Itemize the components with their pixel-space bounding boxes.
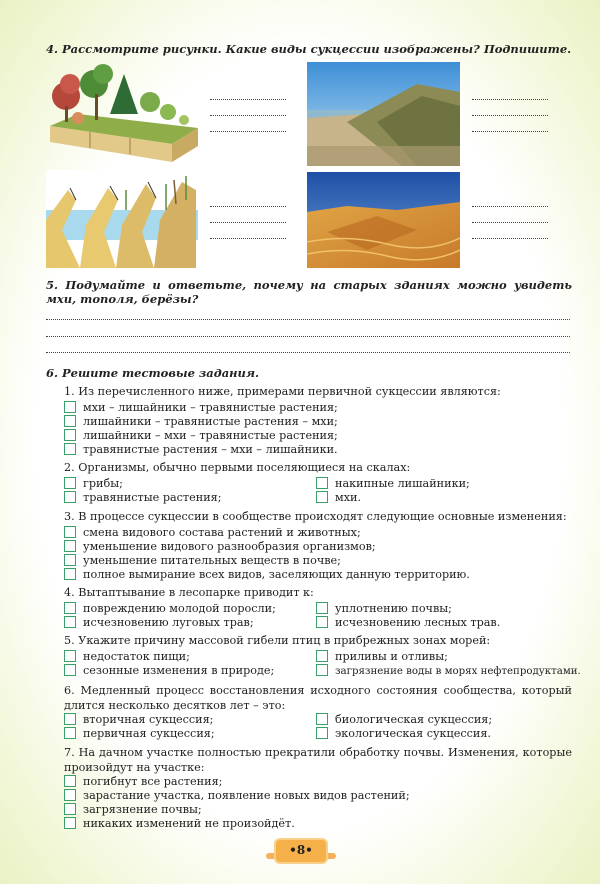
checkbox[interactable] [64,803,76,815]
test-3-option-1[interactable]: смена видового состава растений и животных; [64,526,361,539]
checkbox[interactable] [64,713,76,725]
checkbox[interactable] [316,491,328,503]
test-2-option-2[interactable]: накипные лишайники; [316,477,470,490]
checkbox[interactable] [64,401,76,413]
checkbox[interactable] [64,775,76,787]
test-6-option-3[interactable]: первичная сукцессия; [64,727,215,740]
test-5-stem: 5. Укажите причину массовой гибели птиц в прибрежных зонах морей: [64,634,491,647]
test-6-option-1[interactable]: вторичная сукцессия; [64,713,213,726]
test-2-option-3[interactable]: травянистые растения; [64,491,221,504]
lake-succession-picture [46,170,198,268]
answer-line[interactable] [210,238,286,239]
test-5-option-4[interactable]: загрязнение воды в морях нефтепродуктами. [316,664,581,678]
checkbox[interactable] [64,429,76,441]
answer-line[interactable] [210,206,286,207]
checkbox[interactable] [64,491,76,503]
test-4-option-3[interactable]: исчезновению луговых трав; [64,616,254,629]
answer-line[interactable] [472,238,548,239]
test-4-option-2[interactable]: уплотнению почвы; [316,602,452,615]
desert-dunes-picture [307,172,460,268]
test-4-option-1[interactable]: повреждению молодой поросли; [64,602,276,615]
test-7-option-1[interactable]: погибнут все растения; [64,775,222,788]
answer-line[interactable] [46,336,570,337]
checkbox[interactable] [64,477,76,489]
checkbox[interactable] [64,650,76,662]
page-number: •8• [289,843,313,857]
test-5-option-3[interactable]: сезонные изменения в природе; [64,664,274,677]
checkbox[interactable] [64,789,76,801]
test-1-option-4[interactable]: травянистые растения – мхи – лишайники. [64,443,338,456]
question-4-heading [46,42,571,56]
answer-line[interactable] [472,222,548,223]
test-1-option-3[interactable]: лишайники – мхи – травянистые растения; [64,429,338,442]
test-1-option-2[interactable]: лишайники – травянистые растения – мхи; [64,415,338,428]
answer-line[interactable] [472,99,548,100]
test-4-stem: 4. Вытаптывание в лесопарке приводит к: [64,586,314,599]
checkbox[interactable] [64,664,76,676]
question-5-heading [46,278,572,306]
checkbox[interactable] [64,540,76,552]
checkbox[interactable] [316,727,328,739]
test-3-stem: 3. В процессе сукцессии в сообществе происходят следующие основные изменения: [64,510,567,523]
test-7-stem: 7. На дачном участке полностью прекратили обработку почвы. Изменения, которые произойдут на участке: [64,746,572,774]
checkbox[interactable] [316,616,328,628]
test-7-option-3[interactable]: загрязнение почвы; [64,803,202,816]
test-5-option-2[interactable]: приливы и отливы; [316,650,448,663]
question-6-heading [46,366,259,380]
answer-line[interactable] [472,115,548,116]
test-3-option-3[interactable]: уменьшение питательных веществ в почве; [64,554,341,567]
answer-line[interactable] [210,115,286,116]
answer-line[interactable] [210,131,286,132]
checkbox[interactable] [64,415,76,427]
test-7-option-4[interactable]: никаких изменений не произойдёт. [64,817,295,830]
dune-grass-picture [307,62,460,166]
checkbox[interactable] [64,602,76,614]
test-7-option-2[interactable]: зарастание участка, появление новых видов растений; [64,789,410,802]
checkbox[interactable] [316,602,328,614]
test-2-stem: 2. Организмы, обычно первыми поселяющиеся на скалах: [64,461,411,474]
test-1-stem: 1. Из перечисленного ниже, примерами первичной сукцессии являются: [64,385,501,398]
answer-line[interactable] [472,206,548,207]
checkbox[interactable] [64,817,76,829]
checkbox[interactable] [64,554,76,566]
test-6-option-4[interactable]: экологическая сукцессия. [316,727,491,740]
checkbox[interactable] [316,477,328,489]
forest-succession-picture [48,62,200,164]
checkbox[interactable] [316,650,328,662]
test-2-option-1[interactable]: грибы; [64,477,123,490]
answer-line[interactable] [210,99,286,100]
test-6-stem: 6. Медленный процесс восстановления исходного состояния сообщества, который длится несколько десятков лет – это: [64,684,572,712]
answer-line[interactable] [46,352,570,353]
test-1-option-1[interactable]: мхи – лишайники – травянистые растения; [64,401,338,414]
checkbox[interactable] [64,526,76,538]
question-5-text: Подумайте и ответьте, почему на старых зданиях можно увидеть мхи, тополя, берёзы? [46,278,572,306]
test-6-option-2[interactable]: биологическая сукцессия; [316,713,492,726]
test-4-option-4[interactable]: исчезновению лесных трав. [316,616,500,629]
answer-line[interactable] [210,222,286,223]
checkbox[interactable] [316,713,328,725]
test-3-option-4[interactable]: полное вымирание всех видов, заселяющих данную территорию. [64,568,470,581]
checkbox[interactable] [316,664,328,676]
question-6-text: Решите тестовые задания. [62,366,260,380]
checkbox[interactable] [64,616,76,628]
test-2-option-4[interactable]: мхи. [316,491,361,504]
question-4-text: Рассмотрите рисунки. Какие виды сукцессии изображены? Подпишите. [62,42,572,56]
checkbox[interactable] [64,727,76,739]
test-5-option-1[interactable]: недостаток пищи; [64,650,190,663]
question-6-number: 6. [46,366,59,380]
question-5-number: 5. [46,278,59,292]
checkbox[interactable] [64,443,76,455]
answer-line[interactable] [46,319,570,320]
checkbox[interactable] [64,568,76,580]
question-4-number: 4. [46,42,59,56]
answer-line[interactable] [472,131,548,132]
test-3-option-2[interactable]: уменьшение видового разнообразия организмов; [64,540,376,553]
